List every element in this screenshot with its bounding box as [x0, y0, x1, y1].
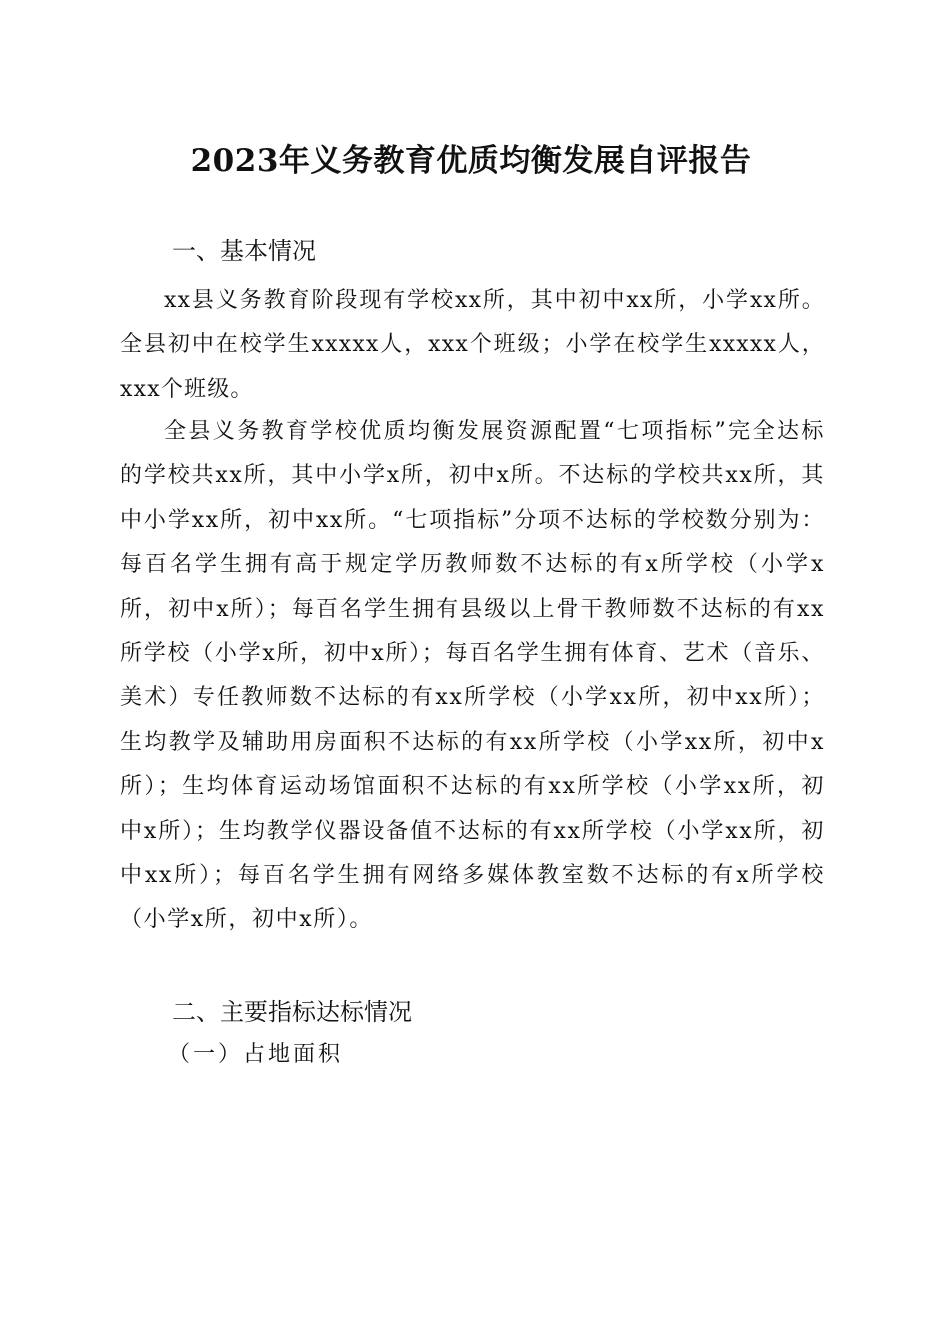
subsection-heading-land-area: （一）占地面积: [168, 1042, 344, 1067]
document-title: 2023年义务教育优质均衡发展自评报告: [190, 143, 752, 179]
paragraph-school-overview: xx县义务教育阶段现有学校xx所，其中初中xx所，小学xx所。全县初中在校学生xxxxx人，xxx个班级；小学在校学生xxxxx人，xxx个班级。: [120, 288, 825, 402]
paragraph-seven-indicators: 全县义务教育学校优质均衡发展资源配置“七项指标”完全达标的学校共xx所，其中小学x所，初中x所。不达标的学校共xx所，其中小学xx所，初中xx所。“七项指标”分项不达标的学校数分别为：每百名学生拥有高于规定学历教师数不达标的有x所学校（小学x所，初中x所）；每百名学生拥有县级以上骨干教师数不达标的有xx所学校（小学x所，初中x所）；每百名学生拥有体育、艺术（音乐、美术）专任教师数不达标的有xx所学校（小学xx所，初中xx所）；生均教学及辅助用房面积不达标的有xx所学校（小学xx所，初中x所）；生均体育运动场馆面积不达标的有xx所学校（小学xx所，初中x所）；生均教学仪器设备值不达标的有xx所学校（小学xx所，初中xx所）；每百名学生拥有网络多媒体教室数不达标的有x所学校（小学x所，初中x所）。: [120, 419, 825, 933]
section-heading-main-indicators: 二、主要指标达标情况: [172, 998, 412, 1026]
section-heading-basic-situation: 一、基本情况: [172, 237, 316, 265]
